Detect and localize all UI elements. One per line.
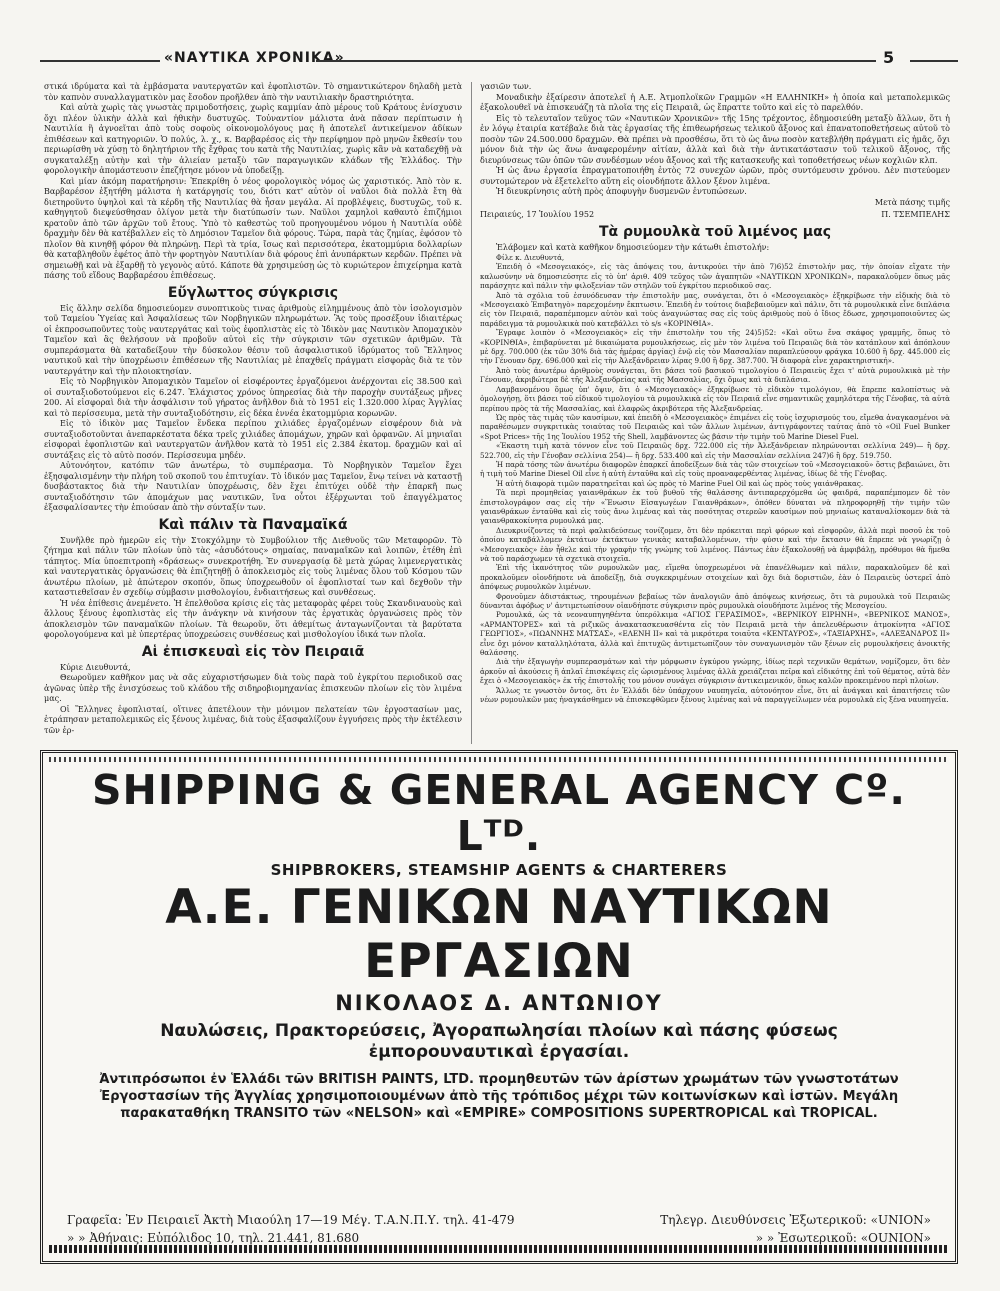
paragraph: «Ἐκαστη τιμὴ κατὰ τόννον εἶνε τοῦ Πειραιῶς δρχ. 722.000 εἰς τὴν Ἀλεξάνδρειαν πληρώνονται σελλίνια 249)— ἢ δρχ. 522.700, εἰς τὴν Γένοβαν σελλίνια 254)— ἢ δρχ. 533.400 καὶ εἰς τὴν Μασσαλίαν σελλίνια 247)6 ἢ δρχ. 519.750.	[480, 441, 950, 460]
paragraph: Ἐπὶ τῆς ἱκανότητος τῶν ρυμουλκῶν μας, εἴμεθα ὑποχρεωμένοι νὰ ἐπανέλθωμεν καὶ πάλιν, παρακαλοῦμεν δὲ καὶ προκαλοῦμεν οἱονδήποτε νὰ ἀποδείξῃ, διὰ συγκεκριμένων στοιχείων καὶ ὄχι διὰ δοριστιῶν, ἐὰν ὁ Πειραιεὺς ὑστερεῖ ἀπὸ ἀπόψεως ρυμουλκῶν λιμένων.	[480, 563, 950, 592]
paragraph: Ἡ αὐτὴ διαφορὰ τιμῶν παρατηρεῖται καὶ ὡς πρὸς τὸ Marine Fuel Oil καὶ ὡς πρὸς τοὺς γαιάνθρακας.	[496, 478, 864, 488]
paragraph: Θεωροῦμεν καθῆκον μας νὰ σᾶς εὐχαριστήσωμεν διὰ τοὺς παρὰ τοῦ ἐγκρίτου περιοδικοῦ σας ἀγῶνας ὑπὲρ τῆς ἐνισχύσεως τοῦ κλάδου τῆς σιδηροβιομηχανίας ἐπισκευῶν πλοίων εἰς τὸν λιμένα μας.	[44, 673, 462, 703]
advertisement-box	[40, 750, 958, 1264]
paragraph: Ἡ διευκρίνησις αὐτὴ πρὸς ἀποφυγὴν δυσμενῶν ἐντυπώσεων.	[496, 187, 747, 196]
paragraph: Ἐλάβομεν καὶ κατὰ καθῆκον δημοσιεύομεν τὴν κάτωθι ἐπιστολήν:	[496, 242, 770, 252]
paragraph: Καὶ μίαν ἀκόμη παρατήρησιν: Ἐπεκρίθη ὁ νέος φορολογικὸς νόμος ὡς χαριστικός. Ἀπὸ τὸν κ. Βαρβαρέσον ἐξητήθη μάλιστα ἡ κατάργησίς του, διότι κατ' αὐτὸν οἱ ναῦλοι διὰ πολλὰ ἔτη θὰ διετηροῦντο ὑψηλοὶ καὶ τὰ κέρδη τῆς Ναυτιλίας θὰ ἦσαν μεγάλα. Αἱ προβλέψεις, δυστυχῶς, τοῦ κ. καθηγητοῦ διεψεύσθησαν ὀλίγον μετὰ τὴν διατύπωσίν των. Ναῦλοι χαμηλοὶ καθαυτὸ ἐπιζήμιοι κρατοῦν ἀπὸ τῶν ἀρχῶν τοῦ ἔτους. Ὑπὸ τὸ καθεστὼς τοῦ προηγουμένου νόμου ἡ Ναυτιλία οὐδὲ δραχμὴν δὲν θὰ κατέβαλλεν εἰς τὸ Δημόσιον Ταμεῖον διὰ φόρους. Τώρα, παρὰ τὰς ζημίας, ἐφόσον τὸ πλοῖον θὰ κινηθῇ φόρον θὰ πληρώνῃ. Περὶ τὰ τρία, ἴσως καὶ περισσότερα, ἑκατομμύρια δολλαρίων θὰ καταβληθοῦν ἐφέτος ἀπὸ τὴν φορτηγὸν Ναυτιλίαν διὰ φόρους ἐπὶ ἀνυπάρκτων κερδῶν. Πρέπει νὰ σημειωθῇ καὶ νὰ ἐξαρθῇ τὸ γεγονὸς αὐτό. Κάποτε θὰ χρησιμεύσῃ ὡς τὸ κυριώτερον ἐπιχείρημα κατὰ πάσης τοῦ εἴδους Βαρβαρέσου ἐπιθέσεως.	[44, 176, 462, 280]
paragraph: Ἀπὸ τοὺς ἀνωτέρω ἀριθμοὺς συνάγεται, ὅτι βάσει τοῦ βασικοῦ τιμολογίου ὁ Πειραιεὺς ἔχει τ' αὐτὰ ρυμουλκικὰ μὲ τὴν Γένουαν, ἀκριβώτερα δὲ τῆς Ἀλεξανδρείας καὶ τῆς Μασσαλίας, ὄχι ὅμως καὶ τὰ διπλάσια.	[480, 365, 950, 385]
paragraph: Φρονοῦμεν ἀδιστάκτως, τηρουμένων βεβαίως τῶν ἀναλογιῶν ἀπὸ ἀπόψεως κινήσεως, ὅτι τὰ ρυμουλκὰ τοῦ Πειραιῶς δύνανται ἀφόβως ν' ἀντιμετωπίσουν οἱανδήποτε σύγκρισιν πρὸς ρυμουλκὰ οἱουδήποτε λιμένος τῆς Μεσογείου.	[480, 591, 950, 611]
paragraph: Συνῆλθε πρὸ ἡμερῶν εἰς τὴν Στοκχόλμην τὸ Συμβούλιον τῆς Διεθνοῦς τῶν Μεταφορῶν. Τὸ ζήτημα καὶ πάλιν τῶν πλοίων ὑπὸ τὰς «ἀσυδότους» σημαίας, παναμαϊκῶν καὶ λοιπῶν, ἐτέθη ἐπὶ τάπητος. Μία ὑποεπιτροπὴ «δράσεως» συνεκροτήθη. Ἐν συνεργασίᾳ δὲ μετὰ χώρας λιμενεργατικὰς καὶ ναυτεργατικὰς ὀργανώσεις θὰ ἐπιζητηθῇ ὁ ἀποκλεισμὸς εἰς τοὺς λιμένας ὅλου τοῦ Κόσμου τῶν ἀνωτέρω πλοίων, μὲ ἀπώτερον σκοπόν, ὅπως ὑποχρεωθοῦν οἱ ἐφοπλισταί των καὶ δεχθοῦν τὴν καταστιεθεῖσαν ἐν σχεδίῳ σύμβασιν μισθολογίου, ἐνδιαιτήσεως καὶ συνθέσεως.	[44, 535, 462, 597]
ad-office-address: » » Ἀθήναις: Εὐπόλιδος 10, τηλ. 21.441, 81.680	[67, 1231, 360, 1245]
paragraph: Εἰς τὸ τελευταῖον τεῦχος τῶν «Ναυτικῶν Χρονικῶν» τῆς 15ης τρέχοντος, ἐδημοσιεύθη μεταξὺ ἄλλων, ὅτι ἡ ἐν λόγῳ ἑταιρία κατέβαλε διὰ τὰς ἐργασίας τῆς ἐπιθεωρήσεως τελικοῦ ἄξονος καὶ ἐπανατοποθετήσεως αὐτοῦ τὸ ποσὸν τῶν 24.500.000 δραχμῶν. Θὰ πρέπει νὰ προσθέσω, ὅτι τὸ ὡς ἄνω ποσὸν κατεβλήθη πράγματι εἰς ἡμᾶς, ὄχι μόνον διὰ τὴν ὡς ἄνω ἀναφερομένην αἰτίαν, ἀλλὰ καὶ διὰ τὴν ἀντικατάστασιν τοῦ τελικοῦ ἄξονος, τῆς διευρύνσεως τῶν ὀπῶν τῶν συνδέσμων νέου ἄξονος καὶ τῆς κατασκευῆς καὶ τοποθετήσεως νέων κοχλιῶν κλπ.	[480, 113, 950, 165]
paragraph: Ἀπὸ τὰ σχόλια τοῦ ἐσυνόδευσαν τὴν ἐπιστολὴν μας, συνάγεται, ὅτι ὁ «Μεσογειακὸς» ἐξηκρίβωσε τὴν εἰδικὴς διὰ τὸ «Μεσογειακὸ Ἐπιβατηγὸ» παρεχομένην ἔκπτωσιν. Ἐπειδὴ ἐν τούτοις διαβεβαιοῦμεν καὶ πάλιν, ὅτι τὰ ρυμουλκικὰ εἶνε διπλάσια εἰς τὸν Πειραιᾶ, παραπέμπομεν αὐτὸν καὶ τοὺς ἀναγνώστας σας εἰς τοὺς ἀριθμοὺς ποὺ ὁ ἴδιος ἔδωσε, χρησιμοποιοῦντες ὡς παράδειγμα τὰ ρυμουλκικὰ ποὺ κατεβάλλει τὸ s/s «ΚΟΡΙΝΘΙΑ».	[480, 290, 950, 328]
ad-contact-line	[67, 1213, 931, 1227]
letter-body	[480, 253, 950, 705]
paragraph: Τὰ περὶ προμηθείας γαιανθράκων ἐκ τοῦ βυθοῦ τῆς θαλάσσης ἀντιπαρερχόμεθα ὡς φαιδρά, παραπέμπομεν δὲ τὸν ἐπιστολογράφον σας εἰς τὴν «Ἕνωσιν Εἰσαγωγέων Γαιανθράκων», ὁπόθεν δύναται νὰ πληροφορηθῇ τὴν τιμὴν τῶν γαιανθράκων ἐνταῦθα καὶ εἰς τοὺς ἄνω λιμένας καὶ τὰς ποσότητας στερεῶν καυσίμων ποὺ μηνιαίως καταναλίσκομεν διὰ τὰ γαιανθρακοκίνητα ρυμουλκά μας.	[480, 488, 950, 526]
paragraph: Καὶ αὐτὰ χωρὶς τὰς γνωστὰς πριμοδοτήσεις, χωρὶς καμμίαν ἀπὸ μέρους τοῦ Κράτους ἐνίσχυσιν ὄχι πλέον ὑλικὴν ἀλλὰ καὶ ἠθικὴν δυστυχῶς. Τοὐναντίον μάλιστα ἀνὰ πᾶσαν περίπτωσιν ἡ Ναυτιλία ἢ ἀγνοεῖται ἀπὸ τοὺς σοφοὺς οἰκονομολόγους μας ἢ ἀποτελεῖ ἀντικείμενον ἀδίκων ἐπιθέσεων καὶ κατηγοριῶν. Ὁ πολύς, λ. χ., κ. Βαρβαρέσος εἰς τὴν περίφημον πρὸ μηνῶν ἔκθεσίν του περιωρίσθη νὰ χύσῃ τὸ δηλητήριον τῆς ἔχθρας του κατὰ τῆς Ναυτιλίας, χωρὶς κἂν νὰ καταδεχθῇ νὰ συγκαταλέξῃ αὐτὴν καὶ τὴν ἁλιείαν μεταξὺ τῶν παραγωγικῶν κλάδων τῆς Ἑλλάδος. Τὴν φορολογικὴν ἀπομάστευσιν ἐπεζήτησε μόνον νὰ ὑποδείξῃ.	[44, 103, 462, 175]
column-divider	[471, 82, 472, 744]
salutation: Φίλε κ. Διευθυντά,	[496, 253, 565, 262]
paragraph: Ἡ ὡς ἄνω ἐργασία ἐπραγματοποιήθη ἐντὸς 72 συνεχῶν ὡρῶν, πρὸς συντόμευσιν χρόνου. Δὲν πιστεύομεν συντομώτερον νὰ ἐξετελεῖτο αὕτη εἰς οἱονδήποτε ἄλλον ξένον λιμένα.	[480, 166, 950, 186]
ad-company-title: SHIPPING & GENERAL AGENCY Cº. Lᵀᴰ.	[92, 766, 906, 860]
salutation: Κύριε Διευθυντά,	[60, 662, 131, 672]
page-header	[40, 50, 958, 72]
paragraph: Διευκρινίζοντες τὰ περὶ φαλκιδεύσεως τονίζομεν, ὅτι δὲν πρόκειται περὶ φόρων καὶ εἰσφορῶν, ἀλλὰ περὶ ποσοῦ ἐκ τοῦ ὁποίου καταβάλλομεν ἐκτάτων ἐκτάκτων γενικὰς καταβαλλομένων, τὴν φύσιν καὶ τὴν ἔκτασιν θὰ ἔπρεπε νὰ γνωρίζῃ ὁ «Μεσογειακὸς» ἐὰν ἦθελε καὶ τὴν γραφὴν τῆς γνώμης τοῦ λιμένος. Πάντως ἐὰν ἐξακολουθῇ νὰ ἀμφιβάλῃ, πρόθυμοι θὰ ἤμεθα νὰ τοῦ παράσχωμεν τὰ σχετικὰ στοιχεῖα.	[480, 525, 950, 563]
place-date: Πειραιεύς, 17 Ἰουλίου 1952	[480, 210, 595, 219]
paragraph: Ἔγραφε λοιπὸν ὁ «Μεσογειακὸς» εἰς τὴν ἐπιστολὴν του τῆς 24)5)52: «Καὶ οὕτω ἕνα σκάφος γραμμῆς, ὅπως τὸ «ΚΟΡΙΝΘΙΑ», ἐπιβαρύνεται μὲ δικαιώματα ρυμουλκήσεως, εἰς μὲν τὸν λιμένα τοῦ Πειραιῶς διὰ τὸν κατάπλουν καὶ ἀπόπλουν μὲ δρχ. 700.000 (ἐκ τῶν 30% διὰ τὰς ἡμέρας ἀργίας) ἐνῷ εἰς τὸν Μασσαλίαν παραπλεύσουν φράγκα 10.600 ἢ δρχ. 445.000 εἰς τὴν Γένουαν δρχ. 696.000 καὶ εἰς τὴν Ἀλεξάνδρειαν λίρας 9.00 ἢ δρχ. 387.700. Ἡ διαφορὰ εἶνε χαρακτηριστική».	[480, 328, 950, 366]
paragraph: Εἰς τὸ Νορβηγικὸν Ἀπομαχικὸν Ταμεῖον οἱ εἰσφέροντες ἐργαζόμενοι ἀνέρχονται εἰς 38.500 καὶ οἱ συνταξιοδοτούμενοι εἰς 6.247. Ἐλάχιστος χρόνος ὑπηρεσίας διὰ τὴν παροχὴν συντάξεως μῆνες 200. Αἱ εἰσφοραὶ διὰ τὴν ἀσφάλισιν τοῦ γήρατος ἀνῆλθον διὰ τὸ 1951 εἰς 1.320.000 λίρας Ἀγγλίας καὶ τὸ περίσσευμα, μετὰ τὴν συνταξιοδότησιν, εἰς δέκα ἐννέα ἑκατομμύρια κορωνῶν.	[44, 377, 462, 418]
ad-greek-title: Α.Ε. ΓΕΝΙΚΩΝ ΝΑΥΤΙΚΩΝ ΕΡΓΑΣΙΩΝ	[165, 880, 833, 989]
ad-office-address: Γραφεῖα: Ἐν Πειραιεῖ Ἀκτὴ Μιαούλη 17—19 Μέγ. Τ.Α.Ν.Π.Υ. τηλ. 41-479	[67, 1213, 515, 1227]
section-heading: Τὰ ρυμουλκὰ τοῦ λιμένος μας	[598, 223, 832, 240]
section-heading: Καὶ πάλιν τὰ Παναμαϊκά	[158, 516, 348, 533]
signature: Π. ΤΣΕΜΠΕΛΗΣ	[881, 210, 950, 219]
publication-title: «ΝΑΥΤΙΚΑ ΧΡΟΝΙΚΑ»	[164, 50, 345, 66]
header-rule	[316, 60, 876, 62]
paragraph: Ἡ νέα ἐπίθεσις ἀνεμένετο. Ἡ ἐπελθοῦσα κρίσις εἰς τὰς μεταφορὰς φέρει τοὺς Σκανδιναυοὺς καὶ ἄλλους ξένους ἐφοπλιστὰς εἰς τὴν ἀνάγκην νὰ κινήσουν τὰς ἐργατικὰς ὀργανώσεις πρὸς τὸν ἀποκλεισμὸν τῶν παναμαϊκῶν πλοίων. Τὰ θεωροῦν, ὅτι ἀθεμίτως ἀνταγωνίζονται τὰ βαρύτατα φορολογούμενα καὶ μὲ ὑπερτέρας ὑποχρεώσεις συνθέσεως καὶ μισθολογίου ἰδικά των πλοῖα.	[44, 598, 462, 639]
section-heading: Αἱ ἐπισκευαὶ εἰς τὸν Πειραιᾶ	[141, 643, 365, 660]
ad-owner-name: ΝΙΚΟΛΑΟΣ Δ. ΑΝΤΩΝΙΟΥ	[335, 991, 663, 1015]
paragraph: Εἰς τὸ ἰδικὸν μας Ταμεῖον ἕνδεκα περίπου χιλιάδες ἐργαζομένων εἰσφέρουν διὰ νὰ συνταξιοδοτοῦνται ἀνεπαρκέστατα δέκα τρεῖς χιλιάδες ἀπομάχων, χηρῶν καὶ ὀρφανῶν. Αἱ μηνιαῖαι εἰσφοραὶ ἐφοπλιστῶν καὶ ναυτεργατῶν ἀνῆλθον κατὰ τὸ 1951 εἰς 2.384 ἑκατομ. δραχμῶν καὶ αἱ συντάξεις εἰς τὸ αὐτὸ ποσόν. Περίσσευμα μηδέν.	[44, 419, 462, 460]
paragraph: Μοναδικὴν ἐξαίρεσιν ἀποτελεῖ ἡ Α.Ε. Ἀτμοπλοϊκῶν Γραμμῶν «Η ΕΛΛΗΝΙΚΗ» ἡ ὁποία καὶ μεταπολεμικῶς ἐξακολουθεῖ νὰ ἐπισκευάζῃ τὰ πλοῖα της εἰς Πειραιᾶ, ὡς ἔπραττε τοῦτο καὶ εἰς τὸ παρελθόν.	[480, 92, 950, 112]
decorative-border	[49, 757, 949, 762]
header-rule	[40, 60, 160, 62]
paragraph: Ὡς πρὸς τὰς τιμὰς τῶν καυσίμων, καὶ ἐπειδὴ ὁ «Μεσογειακὸς» ἐπιμένει εἰς τοὺς ἰσχυρισμούς του, εἴμεθα ἀναγκασμένοι νὰ παραθέσωμεν συγκριτικὰς τοιαύτας τοῦ Πειραιῶς καὶ τῶν ἄλλων λιμένων, ἀντιγράφοντες ταύτας ἀπὸ τὸ «Oil Fuel Bunker «Spot Prices» τῆς 1ης Ἰουλίου 1952 τῆς Shell, λαμβάνοντες ὡς βάσιν τὴν τιμὴν τοῦ Marine Diesel Fuel.	[480, 412, 950, 441]
ad-services: Ναυλώσεις, Πρακτορεύσεις, Ἀγοραπωλησίαι πλοίων καὶ πάσης φύσεως ἐμπορουναυτικαὶ ἐργασίαι.	[160, 1021, 838, 1062]
paragraph: Ἐπειδὴ ὁ «Μεσογειακός», εἰς τὰς ἀπόψεις του, ἀντικρούει τὴν ἀπὸ 7)6)52 ἐπιστολήν μας, τὴν ὁποίαν εἴχατε τὴν καλωσύνην νὰ δημοσιεύσητε εἰς τὸ ὑπ' ἀριθ. 409 τεῦχος τῶν ἀγαπητῶν «ΝΑΥΤΙΚΩΝ ΧΡΟΝΙΚΩΝ», παρακαλοῦμεν ὅπως μᾶς παράσχητε καὶ πάλιν τὴν φιλοξενίαν τῶν στηλῶν τοῦ ἐγκρίτου περιοδικοῦ σας.	[480, 262, 950, 291]
paragraph: Ρυμουλκά, ὡς τὰ νεοναυπηγηθέντα ὑπερόλκιμα «ΑΓΙΟΣ ΓΕΡΑΣΙΜΟΣ», «ΒΕΡΝΙΚΟΥ ΕΙΡΗΝΗ», «ΒΕΡΝΙΚΟΣ ΜΑΝΟΣ», «ΑΡΜΑΝΤΟΡΕΣ» καὶ τὰ ριζικῶς ἀνακατασκευασθέντα εἰς τὸν Πειραιᾶ μετὰ τὴν ἀπελευθέρωσιν ἀτμοκίνητα «ΑΓΙΟΣ ΓΕΩΡΓΙΟΣ», «ΠΩΑΝΝΗΣ ΜΑΤΣΑΣ», «ΕΛΕΝΗ II» καὶ τὰ μικρότερα τοιαῦτα «ΚΕΝΤΑΥΡΟΣ», «ΤΑΞΙΑΡΧΗΣ», «ΑΛΕΞΑΝΔΡΟΣ II» εἶνε ὄχι μόνον καταλληλότατα, ἀλλὰ καὶ ἐπιτυχῶς ἀντιμετωπίζουν τὸν συναγωνισμὸν τῶν ξένων εἰς ρυμουλκήσεις ἀνοικτῆς θαλάσσης.	[480, 610, 950, 658]
ad-representation: Ἀντιπρόσωποι ἐν Ἑλλάδι τῶν BRITISH PAINTS, LTD. προμηθευτῶν τῶν ἀρίστων χρωμάτων τῶν γνωστοτάτων Ἐργοστασίων τῆς Ἀγγλίας χρησιμοποιουμένων ἀπὸ τῆς τρόπιδος μέχρι τῶν κοιτωνίσκων καὶ ἱστῶν. Μεγάλη παρακαταθήκη TRANSITO τῶν «NELSON» καὶ «EMPIRE» COMPOSITIONS SUPERTROPICAL καὶ TROPICAL.	[99, 1072, 899, 1121]
closing-regards: Μετὰ πάσης τιμῆς	[874, 197, 950, 207]
paragraph: Οἱ Ἕλληνες ἐφοπλισταί, οἵτινες ἀπετέλουν τὴν μόνιμον πελατείαν τῶν ἐργοστασίων μας, ἐτράπησαν μεταπολεμικῶς εἰς ξένους λιμένας, διὰ τοὺς ἐξασφαλίζουν ἐγγυήσεις πρὸς τὴν ἐκτέλεσιν τῶν ἐρ-	[44, 704, 462, 735]
section-heading: Εὔγλωττος σύγκρισις	[167, 284, 339, 301]
paragraph: Ἡ παρὰ τόσης τῶν ἀνωτέρω διαφορῶν ἐπαρκεῖ ἀποδείξεων διὰ τὰς τῶν στοιχείων τοῦ «Μεσογειακοῦ» ὅστις βεβαιώνει, ὅτι ἡ τιμὴ τοῦ Marine Diesel Oil εἶνε ἡ αὐτὴ ἐνταῦθα καὶ εἰς τοὺς προαναφερθέντας λιμένας, ἰδίως δὲ τῆς Γένοβας.	[480, 459, 950, 479]
ad-telegram-address: Τηλεγρ. Διευθύνσεις Ἐξωτερικοῦ: «UNION»	[660, 1213, 931, 1227]
decorative-border	[49, 1245, 949, 1253]
signature-line	[480, 210, 950, 221]
page-number: 5	[883, 48, 895, 67]
paragraph: γασιῶν των.	[480, 82, 532, 91]
ad-subtitle: SHIPBROKERS, STEAMSHIP AGENTS & CHARTERERS	[270, 861, 728, 879]
right-column	[480, 82, 950, 705]
paragraph: Διὰ τὴν ἐξαγωγὴν συμπερασμάτων καὶ τὴν μόρφωσιν ἐγκύρου γνώμης, ἰδίως περὶ τεχνικῶν θεμάτων, νομίζομεν, ὅτι δὲν ἀρκοῦν αἱ ἀκούσεις ἢ ἀπλαῖ ἐπισκέψεις εἰς ὡρισμένους λιμένας ἀλλὰ χρειάζεται πεῖρα καὶ εἰδικότης ἐπὶ τοῦ θέματος, αὐτὰ δὲν ἔχει ὁ «Μεσογειακὸς» ἐκ τῆς ἐπιστολῆς του μόνον συνάγει σύγκρισιν ἀντικειμενικόν, ὅπως καλῶν προκειμένου περὶ πλοίων.	[480, 657, 950, 686]
ad-contact-line	[67, 1231, 931, 1245]
paragraph: Αὐτονόητον, κατόπιν τῶν ἀνωτέρω, τὸ συμπέρασμα. Τὸ Νορβηγικὸν Ταμεῖον ἔχει ἐξησφαλισμένην τὴν πλήρη τοῦ σκοποῦ του ἐπιτυχίαν. Τὸ ἰδικόν μας Ταμεῖον, ἕνῳ τείνει νὰ καταστῇ δυσβάστακτος διὰ τὴν Ναυτιλίαν ὑποχρέωσις, δὲν ἔχει ἐπιτύχει οὐδὲ τὴν ἐπαρκῆ πως συνταξιοδότησιν τῶν ἀπομάχων μας ναυτικῶν, ἵνα οὗτοι ἐξέρχωνται τοῦ ἐπαγγέλματος ἐξασφαλίσαντες τὴν ἐπιούσαν ἀπὸ τὴν σύνταξίν των.	[44, 461, 462, 512]
paragraph: Ἄλλως τε γνωστὸν ὄντος, ὅτι ἐν Ἑλλάδι δὲν ὑπάρχουν ναυπηγεῖα, αὐτονόητον εἶνε, ὅτι αἱ ἀνάγκαι καὶ ἀπαιτήσεις τῶν νέων ρυμουλκῶν μας ἠναγκάσθημεν νὰ ἐπισκεφθῶμεν ξένους λιμένας καὶ νὰ παραγγείλωμεν νέα ρυμουλκὰ εἰς ξένα ναυπηγεῖα.	[480, 685, 950, 705]
ad-telegram-address: » » Ἐσωτερικοῦ: «OUNION»	[755, 1231, 931, 1245]
left-column	[44, 82, 462, 736]
paragraph: στικά ιδρύματα καὶ τὰ ἐμβάσματα ναυτεργατῶν καὶ ἐφοπλιστῶν. Τὸ σημαντικώτερον δηλαδὴ μετὰ τὸν καπνὸν συναλλαγματικὸν μας ἔσοδον προῆλθεν ἀπὸ τὴν ναυτιλιακὴν δραστηριότητα.	[44, 82, 462, 102]
header-rule	[910, 60, 958, 62]
paragraph: Λαμβανομένου ὅμως ὑπ' ὄψιν, ὅτι ὁ «Μεσογειακὸς» ἐξηκρίβωσε τὸ εἰδικὸν τιμολόγιον, θὰ ἔπρεπε καλοπίστως νὰ ὁμολογήσῃ, ὅτι βάσει τοῦ εἰδικοῦ τιμολογίου τὰ ρυμουλκικὰ εἰς τὸν Πειραιᾶ εἶνε σημαντικῶς χαμηλότερα τῆς Γένοβας, τὰ αὐτὰ περίπου πρὸς τὰ τῆς Μασσαλίας, καὶ ἐλαφρῶς ἀκριβότερα τῆς Ἀλεξανδρείας.	[480, 384, 950, 413]
paragraph: Εἰς ἄλλην σελίδα δημοσιεύομεν συνοπτικοὺς τινας ἀριθμοὺς εἰλημμένους ἀπὸ τὸν ἰσολογισμὸν τοῦ Ταμείου Ὑγείας καὶ Ἀσφαλίσεως τῶν Νορβηγικῶν πληρωμάτων. Ἂς τοὺς προσέξουν ἰδιαιτέρως οἱ ἐκπροσωποῦντες τοὺς ναυτεργάτας καὶ τοὺς ἐφοπλιστὰς εἰς τὸ Ἰδικὸν μας Ναυτικὸν Ἀπομαχικὸν Ταμεῖον καὶ ἂς θελήσουν νὰ προβοῦν αὐτοὶ εἰς τὴν σύγκρισιν τῶν σχετικῶν ἀριθμῶν. Τὰ συμπεράσματα θὰ καταδείξουν τὴν δύσκολον θέσιν τοῦ ἀσφαλιστικοῦ ἱδρύματος τοῦ Ἕλληνος ναυτικοῦ καὶ τὴν ὑποχρέωσιν ἐπιθέσεων τῆς Ναυτιλίας μὲ ἐπαχθεῖς πράγματι εἰσφορὰς διὰ τε τὸν ναυτεργάτην καὶ τὴν πλοιοκτησίαν.	[44, 303, 462, 376]
